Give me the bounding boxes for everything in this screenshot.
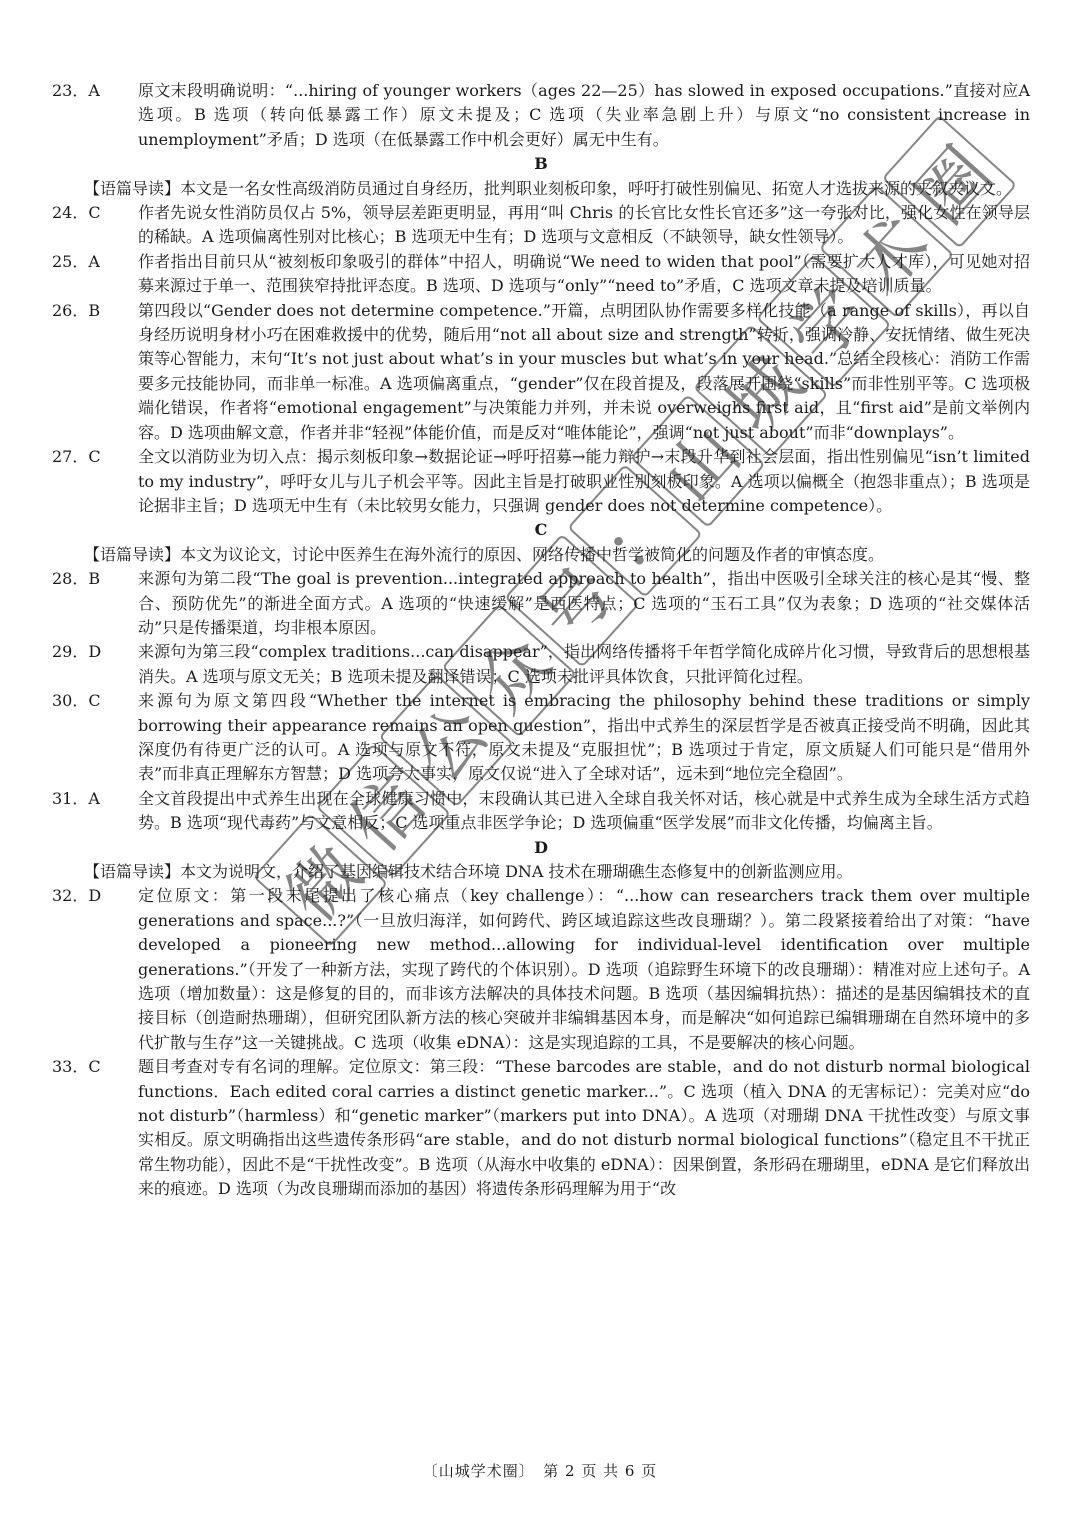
answer-item-24 bbox=[52, 201, 1030, 250]
answer-item-32 bbox=[52, 884, 1030, 1055]
explanation-text: 定位原文：第一段末尾提出了核心痛点（key challenge）：“...how can researchers track them over multiple generations and space...?”（一旦放归海洋，如何跨代、跨区域追踪这些改良珊瑚？）。第二段紧接着给出了对策：“have developed a pioneering new method...allowing for individual-level identification over multiple generations.”（开发了一种新方法，实现了跨代的个体识别）。D 选项（追踪野生环境下的改良珊瑚）：精准对应上述句子。A 选项（增加数量）：这是修复的目的，而非该方法解决的具体技术问题。B 选项（基因编辑抗热）：描述的是基因编辑技术的直接目标（创造耐热珊瑚），但研究团队新方法的核心突破并非编辑基因本身，而是解决“如何追踪已编辑珊瑚在自然环境中的多代扩散与生存”这一关键挑战。C 选项（收集 eDNA）：这是实现追踪的工具，不是要解决的核心问题。 bbox=[138, 886, 1030, 1052]
watermark-char: 圈 bbox=[882, 115, 1018, 249]
explanation-text: 题目考查对专有名词的理解。定位原文：第三段：“These barcodes are stable，and do not disturb normal biological functions．Each edited coral carries a distinct genetic marker...”。C 选项（植入 DNA 的无害标记）：完美对应“do not disturb”（harmless）和“genetic marker”（markers put into DNA）。A 选项（对珊瑚 DNA 干扰性改变）与原文事实相反。原文明确指出这些遗传条形码“are stable，and do not disturb normal biological functions”（稳定且不干扰正常生物功能），因此不是“干扰性改变”。B 选项（从海水中收集的 eDNA）：因果倒置，条形码在珊瑚里，eDNA 是它们释放出来的痕迹。D 选项（为改良珊瑚而添加的基因）将遗传条形码理解为用于“改 bbox=[138, 1057, 1030, 1199]
answer-item-31 bbox=[52, 787, 1030, 836]
answer-item-26 bbox=[52, 299, 1030, 445]
question-number: 26．B bbox=[52, 300, 101, 320]
question-number: 28．B bbox=[52, 569, 101, 589]
passage-guide-b: 【语篇导读】本文是一名女性高级消防员通过自身经历，批判职业刻板印象，呼吁打破性别偏见、拓宽人才选拔来源的夹叙夹议文。 bbox=[84, 178, 1013, 198]
question-number: 30．C bbox=[52, 691, 101, 711]
section-heading-c: C bbox=[534, 520, 548, 540]
page-footer: 〔山城学术圈〕 第 2 页 共 6 页 bbox=[422, 1462, 658, 1480]
explanation-text: 全文首段提出中式养生出现在全球健康习惯中，末段确认其已进入全球自我关怀对话，核心就是中式养生成为全球生活方式趋势。B 选项“现代毒药”与文意相反；C 选项重点非医学争论；D 选项偏重“医学发展”而非文化传播，均偏离主旨。 bbox=[138, 788, 1030, 833]
explanation-text: 作者指出目前只从“被刻板印象吸引的群体”中招人，明确说“We need to widen that pool”（需要扩大人才库），可见她对招募来源过于单一、范围狭窄持批评态度。B 选项、D 选项与“only”“need to”矛盾，C 选项文章未提及培训质量。 bbox=[138, 251, 1030, 296]
explanation-text: 全文以消防业为切入点：揭示刻板印象→数据论证→呼吁招募→能力辩护→末段升华到社会层面，指出性别偏见“isn’t limited to my industry”，呼吁女儿与儿子机会平等。因此主旨是打破职业性别刻板印象。A 选项以偏概全（抱怨非重点）；B 选项是论据非主旨；D 选项无中生有（未比较男女能力，只强调 gender does not determine competence）。 bbox=[138, 447, 1030, 515]
passage-guide-d: 【语篇导读】本文为说明文，介绍了基因编辑技术结合环境 DNA 技术在珊瑚礁生态修复中的创新监测应用。 bbox=[84, 862, 853, 881]
explanation-text: 来源句为原文第四段“Whether the internet is embracing the philosophy behind these traditions or simply borrowing their appearance remains an open question”，指出中式养生的深层哲学是否被真正接受尚不明确，因此其深度仍有待更广泛的认可。A 选项与原文不符，原文未提及“克服担忧”；B 选项过于肯定，原文质疑人们可能只是“借用外表”而非真正理解东方智慧；D 选项夸大事实，原文仅说“进入了全球对话”，远未到“地位完全稳固”。 bbox=[138, 691, 1030, 784]
section-heading-b: B bbox=[534, 154, 548, 174]
answer-item-33 bbox=[52, 1055, 1030, 1201]
question-number: 32．D bbox=[52, 886, 102, 906]
watermark-char: 号 bbox=[504, 534, 640, 668]
watermark-char: 术 bbox=[819, 184, 955, 318]
answer-item-25 bbox=[52, 250, 1030, 299]
answer-explanations bbox=[52, 79, 1030, 1202]
explanation-text: 原文末段明确说明：“...hiring of younger workers（ages 22—25）has slowed in exposed occupations.”直接对应A 选项。B 选项（转向低暴露工作）原文未提及；C 选项（失业率急剧上升）与原文“no consistent increase in unemployment”矛盾；D 选项（在低暴露工作中机会更好）属无中生有。 bbox=[138, 81, 1030, 149]
watermark-char: 信 bbox=[316, 743, 452, 877]
answer-item-29 bbox=[52, 640, 1030, 689]
explanation-text: 来源句为第三段“complex traditions...can disappear”，指出网络传播将千年哲学简化成碎片化习惯，导致背后的思想根基消失。A 选项与原文无关；B 选项未提及翻译错误；C 选项未批评具体饮食，只批评简化过程。 bbox=[138, 642, 1030, 686]
question-number: 29．D bbox=[52, 642, 102, 662]
answer-item-23 bbox=[52, 79, 1030, 152]
question-number: 25．A bbox=[52, 251, 100, 271]
explanation-text: 来源句为第二段“The goal is prevention...integrated approach to health”，指出中医吸引全球关注的核心是其“慢、整合、预防优先”的渐进全面方式。A 选项的“快速缓解”是西医特点；C 选项的“玉石工具”仅为表象；D 选项的“社交媒体活动”只是传播渠道，均非根本原因。 bbox=[138, 569, 1030, 637]
question-number: 23．A bbox=[52, 81, 100, 100]
question-number: 27．C bbox=[52, 447, 101, 467]
watermark-char: 众 bbox=[441, 604, 577, 738]
question-number: 33．C bbox=[52, 1057, 101, 1077]
question-number: 31．A bbox=[52, 788, 100, 808]
watermark-char: 微 bbox=[253, 813, 389, 947]
watermark-char: 城 bbox=[693, 324, 829, 458]
answer-item-30 bbox=[52, 689, 1030, 787]
explanation-text: 作者先说女性消防员仅占 5%，领导层差距更明显，再用“叫 Chris 的长官比女性长官还多”这一夸张对比，强化女性在领导层的稀缺。A 选项偏离性别对比核心；B 选项无中生有；D 选项与文意相反（不缺领导，缺女性领导）。 bbox=[138, 203, 1030, 247]
passage-guide-c: 【语篇导读】本文为议论文，讨论中医养生在海外流行的原因、网络传播中哲学被简化的问题及作者的审慎态度。 bbox=[84, 544, 885, 564]
section-heading-d: D bbox=[534, 837, 548, 857]
answer-item-28 bbox=[52, 567, 1030, 640]
watermark-char: 公 bbox=[378, 673, 514, 807]
watermark-char: ： bbox=[567, 464, 703, 598]
watermark-char: 山 bbox=[630, 394, 766, 528]
watermark-char: 学 bbox=[756, 254, 892, 388]
answer-item-27 bbox=[52, 445, 1030, 518]
explanation-text: 第四段以“Gender does not determine competence.”开篇，点明团队协作需要多样化技能（a range of skills），再以自身经历说明身材小巧在困难救援中的优势，随后用“not all about size and strength”转折，强调冷静、安抚情绪、做生死决策等心智能力，末句“It’s not just about what’s in your muscles but what’s in your head.”总结全段核心：消防工作需要多元技能协同，而非单一标准。A 选项偏离重点，“gender”仅在段首提及，段落展开围绕“skills”而非性别平等。C 选项极端化错误，作者将“emotional engagement”与决策能力并列，并未说 overweighs first aid，且“first aid”是前文举例内容。D 选项曲解文意，作者并非“轻视”体能价值，而是反对“唯体能论”，强调“not just about”而非“downplays”。 bbox=[138, 300, 1030, 442]
question-number: 24．C bbox=[52, 203, 101, 223]
